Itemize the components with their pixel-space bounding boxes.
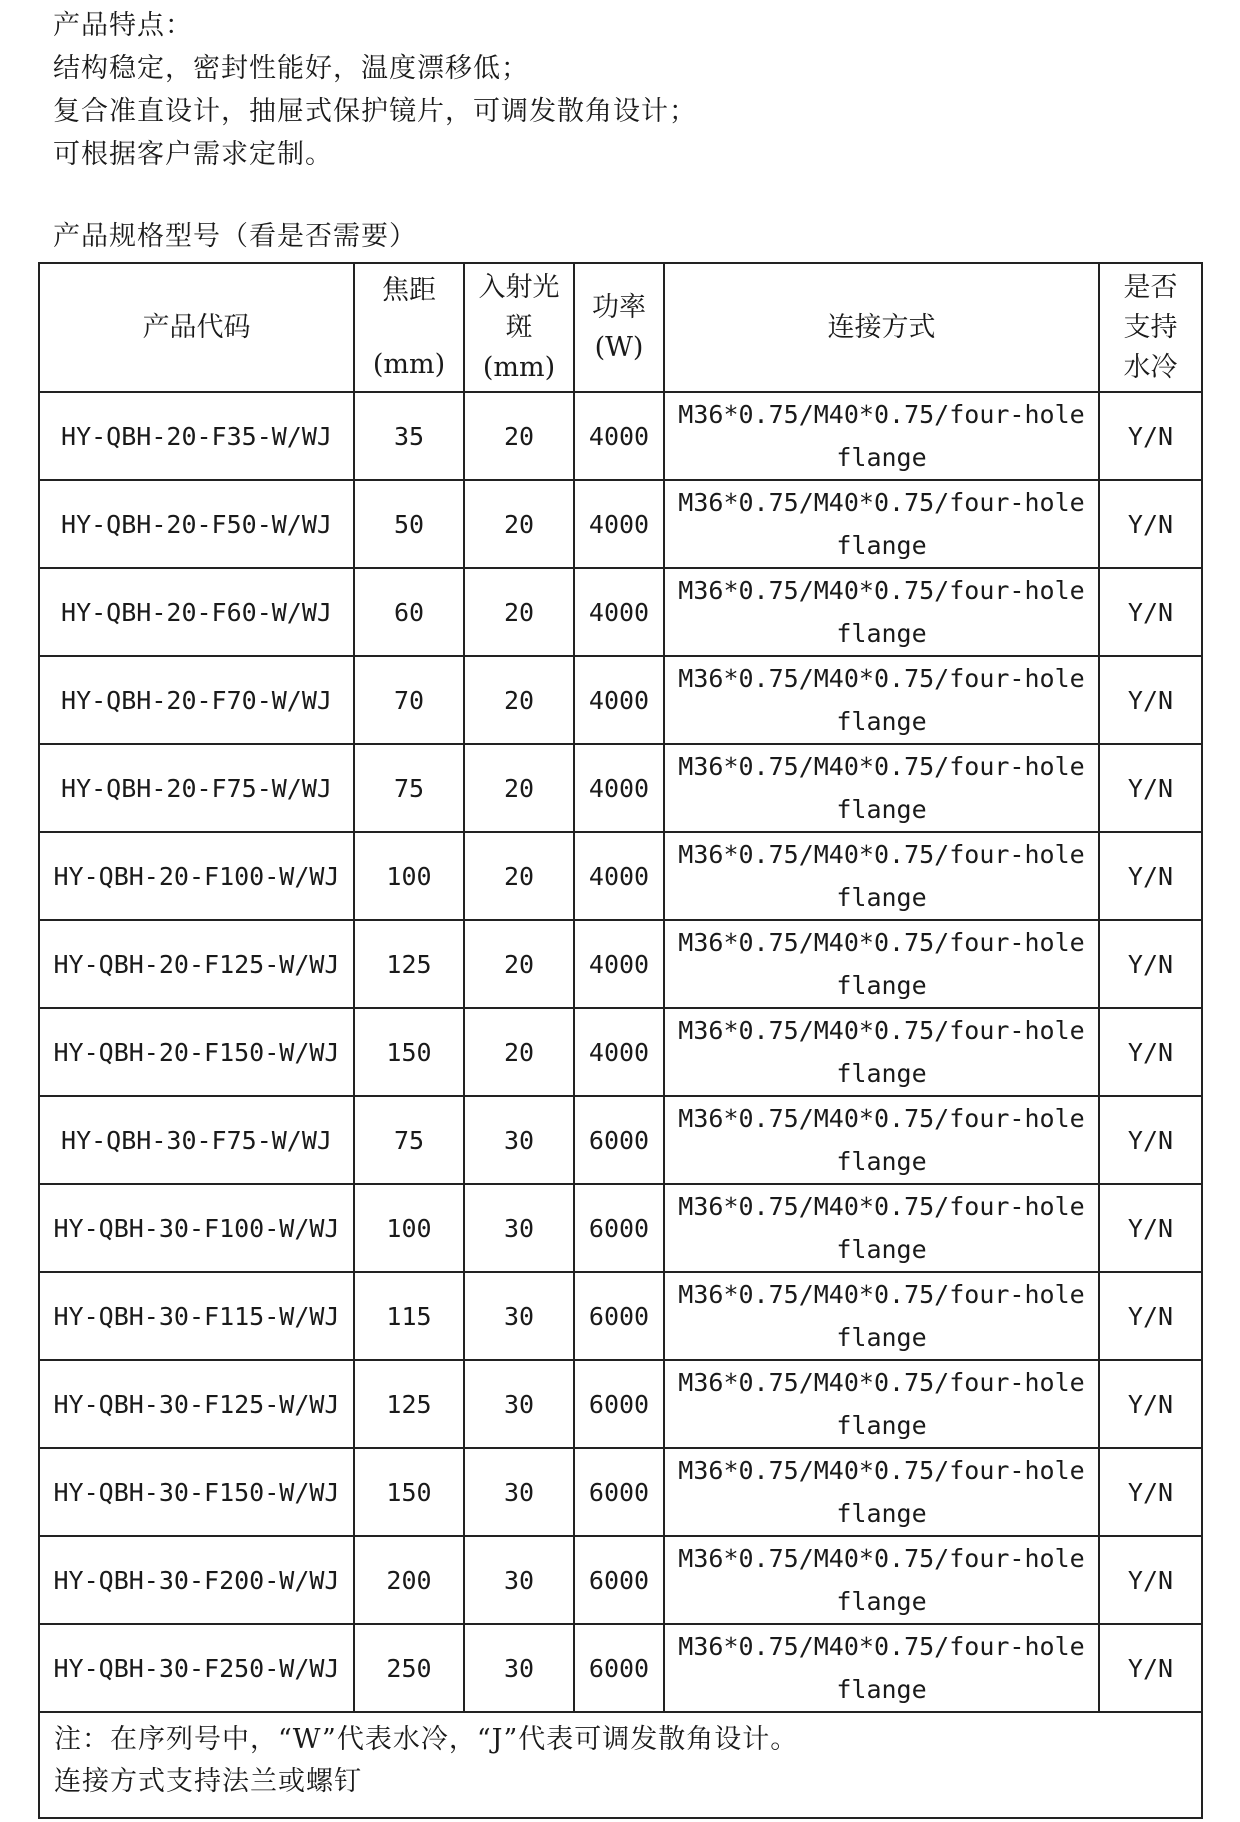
table-row [39,1624,1202,1712]
header-spot-line2: 斑 [505,311,533,343]
table-row [39,1096,1202,1184]
cell-incident-spot: 30 [464,1448,574,1536]
cell-focal-length: 115 [354,1272,464,1360]
table-row [39,744,1202,832]
connection-line2: flange [836,795,927,824]
cell-connection [664,1536,1099,1624]
cell-product-code: HY-QBH-20-F50-W/WJ [39,480,354,568]
feature-line: 可根据客户需求定制。 [53,139,333,170]
table-row [39,568,1202,656]
spec-heading: 产品规格型号（看是否需要） [53,221,417,252]
cell-connection [664,1096,1099,1184]
cell-water-cooling: Y/N [1099,832,1202,920]
cell-connection [664,832,1099,920]
cell-connection [664,656,1099,744]
cell-focal-length: 100 [354,1184,464,1272]
connection-line1: M36*0.75/M40*0.75/four-hole [678,752,1085,781]
header-product-code: 产品代码 [39,263,354,392]
cell-connection [664,744,1099,832]
cell-power: 6000 [574,1448,664,1536]
cell-water-cooling: Y/N [1099,568,1202,656]
table-row [39,1272,1202,1360]
header-power-unit: (W) [594,331,644,363]
cell-incident-spot: 20 [464,392,574,480]
connection-line2: flange [836,531,927,560]
header-focal-label: 焦距 [382,274,436,306]
cell-power: 4000 [574,656,664,744]
cell-power: 6000 [574,1536,664,1624]
cell-connection [664,1624,1099,1712]
connection-line2: flange [836,619,927,648]
connection-line1: M36*0.75/M40*0.75/four-hole [678,1544,1085,1573]
connection-line1: M36*0.75/M40*0.75/four-hole [678,1632,1085,1661]
cell-product-code: HY-QBH-30-F100-W/WJ [39,1184,354,1272]
cell-incident-spot: 20 [464,568,574,656]
connection-line1: M36*0.75/M40*0.75/four-hole [678,1456,1085,1485]
table-row [39,480,1202,568]
cell-product-code: HY-QBH-20-F150-W/WJ [39,1008,354,1096]
cell-product-code: HY-QBH-20-F125-W/WJ [39,920,354,1008]
cell-connection [664,1360,1099,1448]
header-focal-unit: (mm) [372,348,446,380]
header-power [574,263,664,392]
cell-product-code: HY-QBH-20-F70-W/WJ [39,656,354,744]
table-row [39,1448,1202,1536]
cell-water-cooling: Y/N [1099,1008,1202,1096]
connection-line1: M36*0.75/M40*0.75/four-hole [678,840,1085,869]
header-incident-spot [464,263,574,392]
cell-product-code: HY-QBH-30-F200-W/WJ [39,1536,354,1624]
cell-product-code: HY-QBH-20-F35-W/WJ [39,392,354,480]
cell-incident-spot: 20 [464,832,574,920]
cell-incident-spot: 30 [464,1096,574,1184]
cell-incident-spot: 20 [464,744,574,832]
cell-focal-length: 100 [354,832,464,920]
cell-focal-length: 75 [354,1096,464,1184]
cell-power: 6000 [574,1184,664,1272]
cell-incident-spot: 30 [464,1272,574,1360]
cell-focal-length: 125 [354,920,464,1008]
cell-water-cooling: Y/N [1099,920,1202,1008]
spec-table-body [39,392,1202,1712]
cell-water-cooling: Y/N [1099,392,1202,480]
cell-product-code: HY-QBH-20-F60-W/WJ [39,568,354,656]
cell-focal-length: 200 [354,1536,464,1624]
product-features [53,4,697,176]
cell-power: 6000 [574,1624,664,1712]
header-cooling-line2: 支持 [1123,311,1178,343]
connection-line2: flange [836,1235,927,1264]
connection-line2: flange [836,1147,927,1176]
cell-incident-spot: 20 [464,920,574,1008]
cell-power: 4000 [574,392,664,480]
connection-line2: flange [836,1675,927,1704]
cell-incident-spot: 20 [464,1008,574,1096]
header-spot-unit: (mm) [482,351,556,383]
cell-focal-length: 150 [354,1448,464,1536]
connection-line1: M36*0.75/M40*0.75/four-hole [678,1368,1085,1397]
cell-connection [664,568,1099,656]
connection-line2: flange [836,971,927,1000]
header-power-label: 功率 [592,291,646,323]
header-cooling-line1: 是否 [1123,271,1178,303]
cell-product-code: HY-QBH-30-F125-W/WJ [39,1360,354,1448]
connection-line1: M36*0.75/M40*0.75/four-hole [678,664,1085,693]
cell-incident-spot: 30 [464,1624,574,1712]
connection-line2: flange [836,1499,927,1528]
connection-line1: M36*0.75/M40*0.75/four-hole [678,1280,1085,1309]
cell-water-cooling: Y/N [1099,656,1202,744]
cell-connection [664,1448,1099,1536]
cell-incident-spot: 30 [464,1184,574,1272]
cell-product-code: HY-QBH-20-F100-W/WJ [39,832,354,920]
cell-incident-spot: 20 [464,480,574,568]
cell-connection [664,1184,1099,1272]
cell-focal-length: 60 [354,568,464,656]
cell-connection [664,1008,1099,1096]
connection-line2: flange [836,1323,927,1352]
cell-power: 6000 [574,1096,664,1184]
table-header-row [39,263,1202,392]
header-cooling-line3: 水冷 [1123,351,1178,383]
cell-water-cooling: Y/N [1099,1096,1202,1184]
note-line: 连接方式支持法兰或螺钉 [54,1766,362,1797]
cell-focal-length: 50 [354,480,464,568]
spec-table [38,262,1203,1819]
cell-focal-length: 75 [354,744,464,832]
cell-water-cooling: Y/N [1099,1360,1202,1448]
connection-line2: flange [836,1587,927,1616]
header-spot-line1: 入射光 [478,271,560,303]
connection-line1: M36*0.75/M40*0.75/four-hole [678,488,1085,517]
connection-line2: flange [836,1411,927,1440]
note-row [39,1712,1202,1818]
cell-water-cooling: Y/N [1099,1184,1202,1272]
table-row [39,1008,1202,1096]
cell-power: 6000 [574,1272,664,1360]
note-cell [39,1712,1202,1818]
connection-line1: M36*0.75/M40*0.75/four-hole [678,928,1085,957]
cell-product-code: HY-QBH-30-F115-W/WJ [39,1272,354,1360]
connection-line1: M36*0.75/M40*0.75/four-hole [678,1016,1085,1045]
table-row [39,1184,1202,1272]
cell-product-code: HY-QBH-20-F75-W/WJ [39,744,354,832]
cell-connection [664,1272,1099,1360]
cell-water-cooling: Y/N [1099,1448,1202,1536]
cell-focal-length: 250 [354,1624,464,1712]
cell-focal-length: 150 [354,1008,464,1096]
table-row [39,1536,1202,1624]
cell-incident-spot: 30 [464,1360,574,1448]
cell-connection [664,920,1099,1008]
connection-line2: flange [836,707,927,736]
connection-line1: M36*0.75/M40*0.75/four-hole [678,576,1085,605]
cell-power: 6000 [574,1360,664,1448]
cell-water-cooling: Y/N [1099,1536,1202,1624]
feature-line: 复合准直设计，抽屉式保护镜片，可调发散角设计； [53,96,697,127]
table-row [39,1360,1202,1448]
table-row [39,920,1202,1008]
cell-incident-spot: 30 [464,1536,574,1624]
cell-product-code: HY-QBH-30-F250-W/WJ [39,1624,354,1712]
connection-line1: M36*0.75/M40*0.75/four-hole [678,400,1085,429]
cell-water-cooling: Y/N [1099,480,1202,568]
cell-connection [664,480,1099,568]
cell-water-cooling: Y/N [1099,1272,1202,1360]
header-water-cooling [1099,263,1202,392]
connection-line1: M36*0.75/M40*0.75/four-hole [678,1104,1085,1133]
cell-connection [664,392,1099,480]
cell-power: 4000 [574,744,664,832]
cell-water-cooling: Y/N [1099,744,1202,832]
cell-power: 4000 [574,920,664,1008]
cell-water-cooling: Y/N [1099,1624,1202,1712]
cell-power: 4000 [574,568,664,656]
header-connection: 连接方式 [664,263,1099,392]
table-row [39,832,1202,920]
connection-line2: flange [836,443,927,472]
cell-focal-length: 35 [354,392,464,480]
header-spacer [355,311,463,345]
cell-product-code: HY-QBH-30-F75-W/WJ [39,1096,354,1184]
feature-line: 结构稳定，密封性能好，温度漂移低； [53,53,529,84]
note-line: 注：在序列号中，“W”代表水冷，“J”代表可调发散角设计。 [54,1724,799,1755]
connection-line1: M36*0.75/M40*0.75/four-hole [678,1192,1085,1221]
cell-power: 4000 [574,480,664,568]
connection-line2: flange [836,1059,927,1088]
cell-focal-length: 70 [354,656,464,744]
cell-product-code: HY-QBH-30-F150-W/WJ [39,1448,354,1536]
cell-power: 4000 [574,1008,664,1096]
table-row [39,656,1202,744]
cell-incident-spot: 20 [464,656,574,744]
header-focal-length [354,263,464,392]
cell-power: 4000 [574,832,664,920]
features-title: 产品特点： [53,10,193,41]
table-row [39,392,1202,480]
connection-line2: flange [836,883,927,912]
cell-focal-length: 125 [354,1360,464,1448]
